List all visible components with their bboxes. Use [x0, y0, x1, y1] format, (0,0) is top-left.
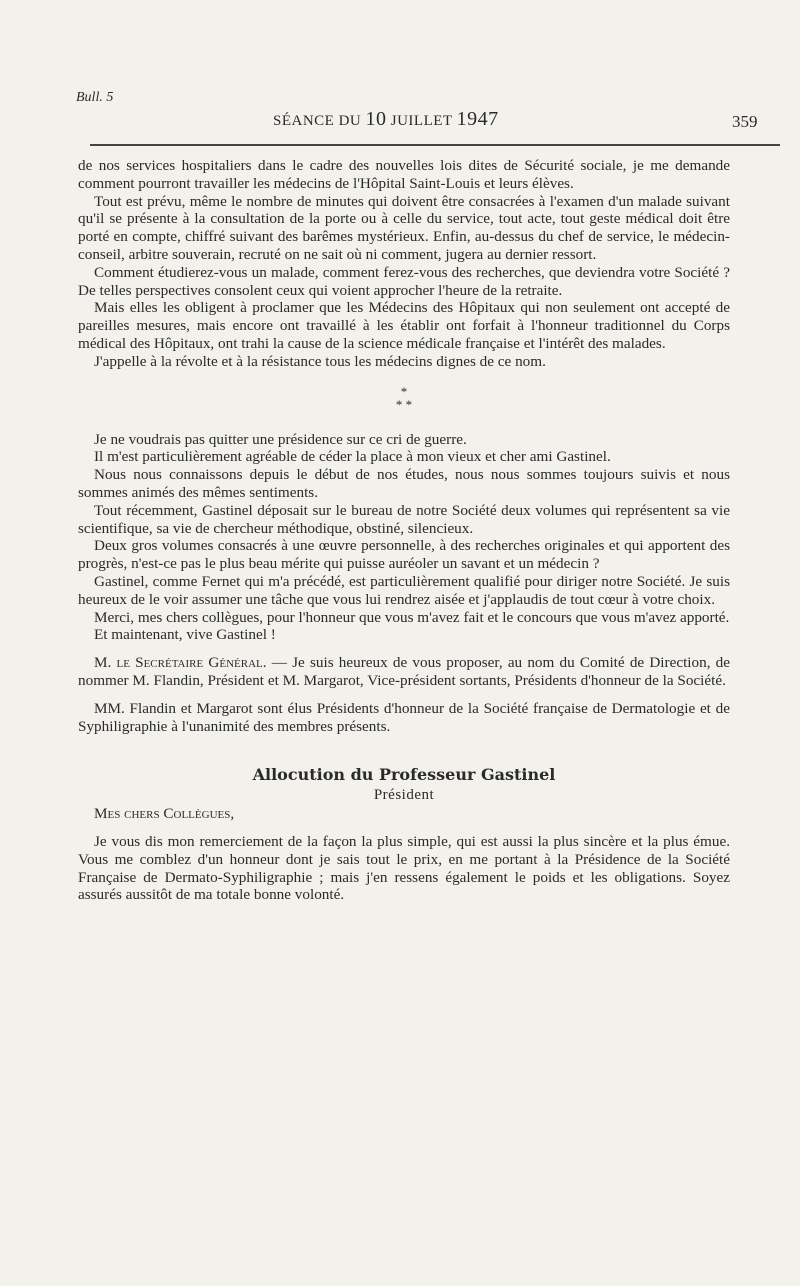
paragraph: Mais elles les obligent à proclamer que les Médecins des Hôpitaux qui non seulement ont accepté de pareilles mesures, mais encore ont travaillé à les établir ont forfait à l'honneur traditionnel du Corps médical des Hôpitaux, ont trahi la cause de la science médicale française et l'intérêt des malades. [78, 299, 730, 352]
spacer [78, 421, 730, 431]
election-paragraph: MM. Flandin et Margarot sont élus Présidents d'honneur de la Société française de Dermatologie et de Syphiligraphie à l'unanimité des membres présents. [78, 699, 730, 735]
page-number: 359 [732, 112, 758, 131]
body-text [78, 157, 730, 904]
seance-year: 1947 [456, 108, 499, 130]
paragraph: Et maintenant, vive Gastinel ! [94, 626, 276, 644]
seance-label: SÉANCE DU [273, 113, 362, 129]
salutation: Mes chers Collègues, [94, 805, 235, 823]
separator-star-top: * [400, 383, 408, 399]
separator-star-bottom: * * [395, 396, 413, 412]
paragraph: Je ne voudrais pas quitter une présidence sur ce cri de guerre. [94, 430, 467, 448]
secretary-paragraph [78, 654, 730, 690]
paragraph: Gastinel, comme Fernet qui m'a précédé, est particulièrement qualifié pour diriger notre Société. Je suis heureux de le voir assumer une tâche que vous lui rendrez aisée et j'applaudis de tout cœur à votre choix. [78, 572, 730, 608]
header-rule [90, 144, 780, 146]
allocution-title: Allocution du Professeur Gastinel [252, 765, 556, 785]
allocution-subtitle: Président [373, 787, 435, 804]
spacer [78, 690, 730, 700]
paragraph: J'appelle à la révolte et à la résistance tous les médecins dignes de ce nom. [94, 352, 546, 370]
running-head [273, 108, 499, 131]
allocution-paragraph: Je vous dis mon remerciement de la façon la plus simple, qui est aussi la plus sincère et la plus émue. Vous me comblez d'un honneur dont je sais tout le prix, en me portant à la Présidence de la Société Française de Dermato-Syphiligraphie ; mais j'en ressens également le poids et les obligations. Soyez assurés aussitôt de ma totale bonne volonté. [78, 832, 730, 904]
paragraph: Merci, mes chers collègues, pour l'honneur que vous m'avez fait et le concours que vous m'avez apporté. [94, 608, 730, 626]
spacer [78, 823, 730, 833]
paragraph: Comment étudierez-vous un malade, comment ferez-vous des recherches, que deviendra votre Société ? De telles perspectives consolent ceux qui voient approcher l'heure de la retraite. [78, 263, 730, 299]
spacer [78, 644, 730, 654]
secretary-title: le Secrétaire Général. [116, 654, 267, 672]
paragraph: Il m'est particulièrement agréable de céder la place à mon vieux et cher ami Gastinel. [94, 448, 611, 466]
secretary-text: — Je suis heureux de vous proposer, au nom du Comité de Direction, de nommer M. Flandin, Président et M. Margarot, Vice-président sortants, Présidents d'honneur de la Société. [78, 654, 731, 689]
seance-month: JUILLET [390, 113, 453, 129]
paragraph: Tout est prévu, même le nombre de minutes qui doivent être consacrées à l'examen d'un malade suivant qu'il se présente à la consultation de la porte ou à celle du service, tout acte, tout geste médical doit être porté en compte, chiffré suivant des barêmes mystérieux. Enfin, au-dessus du chef de service, le médecin-conseil, arbitre souverain, recruté on ne sait où ni comment, jugera au dernier ressort. [78, 192, 730, 263]
paragraph: de nos services hospitaliers dans le cadre des nouvelles lois dites de Sécurité sociale, je me demande comment pourront travailler les médecins de l'Hôpital Saint-Louis et leurs élèves. [78, 157, 730, 192]
paragraph: Tout récemment, Gastinel déposait sur le bureau de notre Société deux volumes qui représentent sa vie scientifique, sa vie de chercheur méthodique, obstiné, silencieux. [78, 501, 730, 537]
secretary-prefix: M. [94, 654, 112, 672]
seance-day: 10 [365, 108, 387, 130]
paragraph: Nous nous connaissons depuis le début de nos études, nous nous sommes toujours suivis et nous sommes animés des mêmes sentiments. [78, 466, 730, 501]
bulletin-number: Bull. 5 [76, 90, 114, 105]
paragraph: Deux gros volumes consacrés à une œuvre personnelle, à des recherches originales et qui apportent des progrès, n'est-ce pas le plus beau mérite qui puisse auréoler un savant et un médecin ? [78, 537, 730, 573]
section-separator [78, 385, 730, 411]
